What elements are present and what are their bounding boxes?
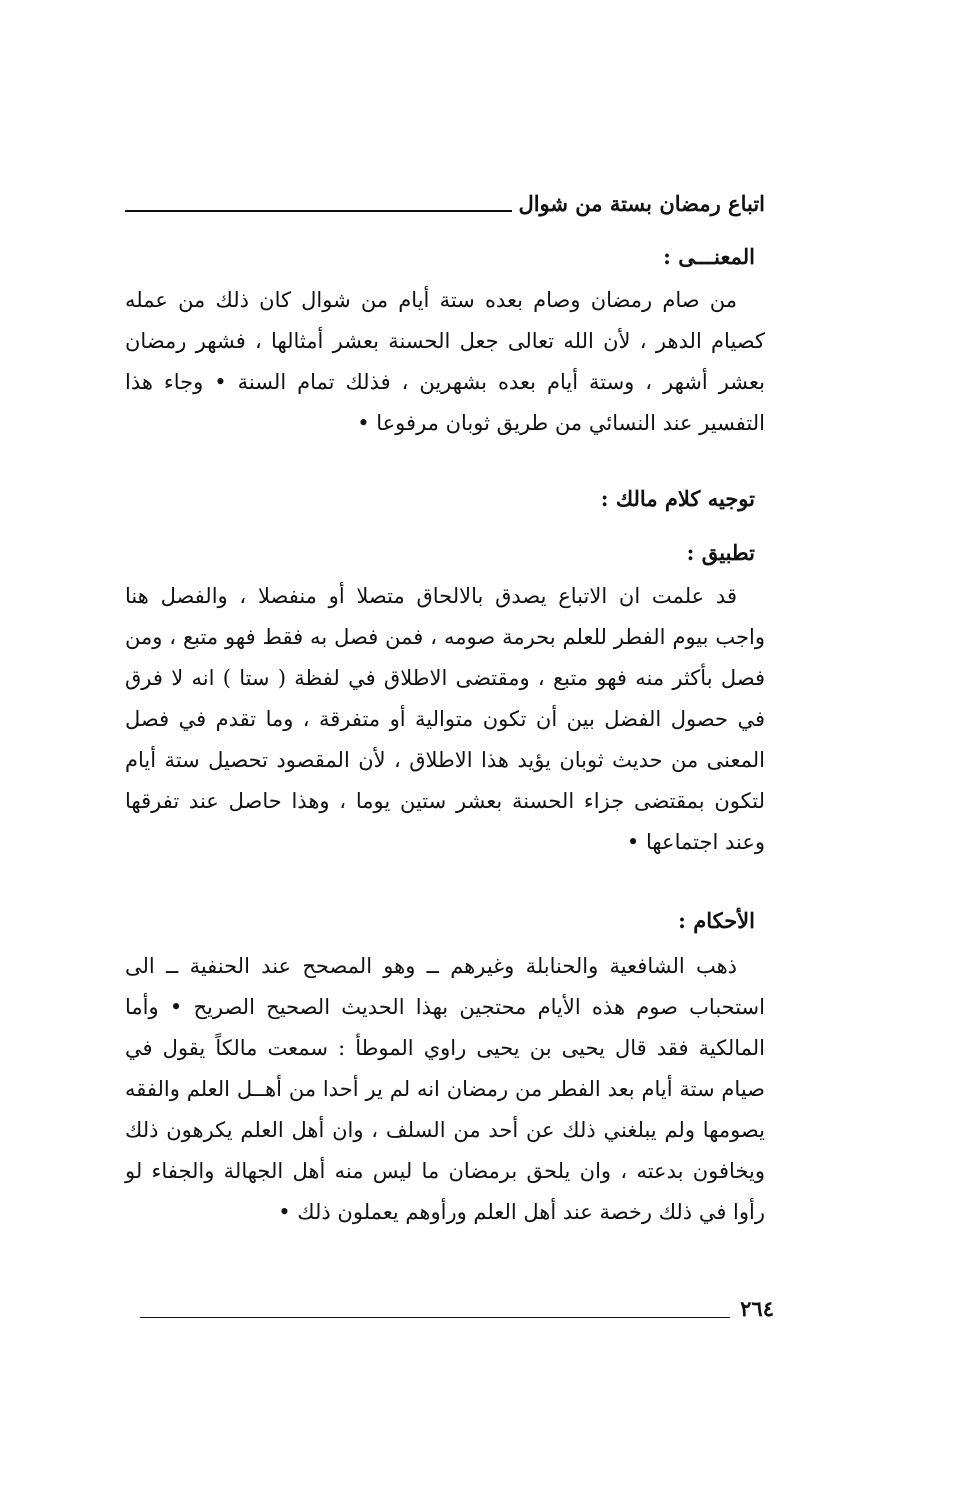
- header-rule: [125, 210, 512, 212]
- section-heading-rulings: الأحكام :: [678, 908, 755, 933]
- page-number: ٢٦٤: [740, 1296, 774, 1321]
- section-heading-application: تطبيق :: [686, 540, 755, 565]
- paragraph-meaning-text: من صام رمضان وصام بعده ستة أيام من شوال كان ذلك من عمله كصيام الدهر ، لأن الله تعالى جعل الحسنة بعشر أمثالها ، فشهر رمضان بعشر أشهر ، وستة أيام بعده بشهرين ، فذلك تمام السنة • وجاء هذا التفسير عند النسائي من طريق ثوبان مرفوعا •: [125, 288, 765, 435]
- section-heading-meaning: المعنـــى :: [663, 244, 755, 269]
- footer-rule: [140, 1317, 730, 1318]
- paragraph-rulings: [125, 946, 765, 1233]
- paragraph-application-text: قد علمت ان الاتباع يصدق بالالحاق متصلا أو منفصلا ، والفصل هنا واجب بيوم الفطر للعلم بحرمة صومه ، فمن فصل به فقط فهو متبع ، ومن فصل بأكثر منه فهو متبع ، ومقتضى الاطلاق في لفظة ( ستا ) انه لا فرق في حصول الفضل بين أن تكون متوالية أو متفرقة ، وما تقدم في فصل المعنى من حديث ثوبان يؤيد هذا الاطلاق ، لأن المقصود تحصيل ستة أيام لتكون بمقتضى جزاء الحسنة بعشر ستين يوما ، وهذا حاصل عند تفرقها وعند اجتماعها •: [125, 584, 765, 854]
- page-body: [125, 236, 765, 1233]
- page-footer: [140, 1292, 774, 1322]
- paragraph-rulings-text: ذهب الشافعية والحنابلة وغيرهم ــ وهو المصحح عند الحنفية ــ الى استحباب صوم هذه الأيام محتجين بهذا الحديث الصحيح الصريح • وأما المالكية فقد قال يحيى بن يحيى راوي الموطأ : سمعت مالكاً يقول في صيام ستة أيام بعد الفطر من رمضان انه لم ير أحدا من أهــل العلم والفقه يصومها ولم يبلغني ذلك عن أحد من السلف ، وان أهل العلم يكرهون ذلك ويخافون بدعته ، وان يلحق برمضان ما ليس منه أهل الجهالة والجفاء لو رأوا في ذلك رخصة عند أهل العلم ورأوهم يعملون ذلك •: [125, 954, 765, 1224]
- paragraph-application: [125, 576, 765, 876]
- running-header: [125, 184, 765, 218]
- paragraph-meaning: [125, 280, 765, 452]
- section-heading-malik: توجيه كلام مالك :: [600, 486, 755, 511]
- chapter-title: اتباع رمضان بستة من شوال: [518, 191, 765, 216]
